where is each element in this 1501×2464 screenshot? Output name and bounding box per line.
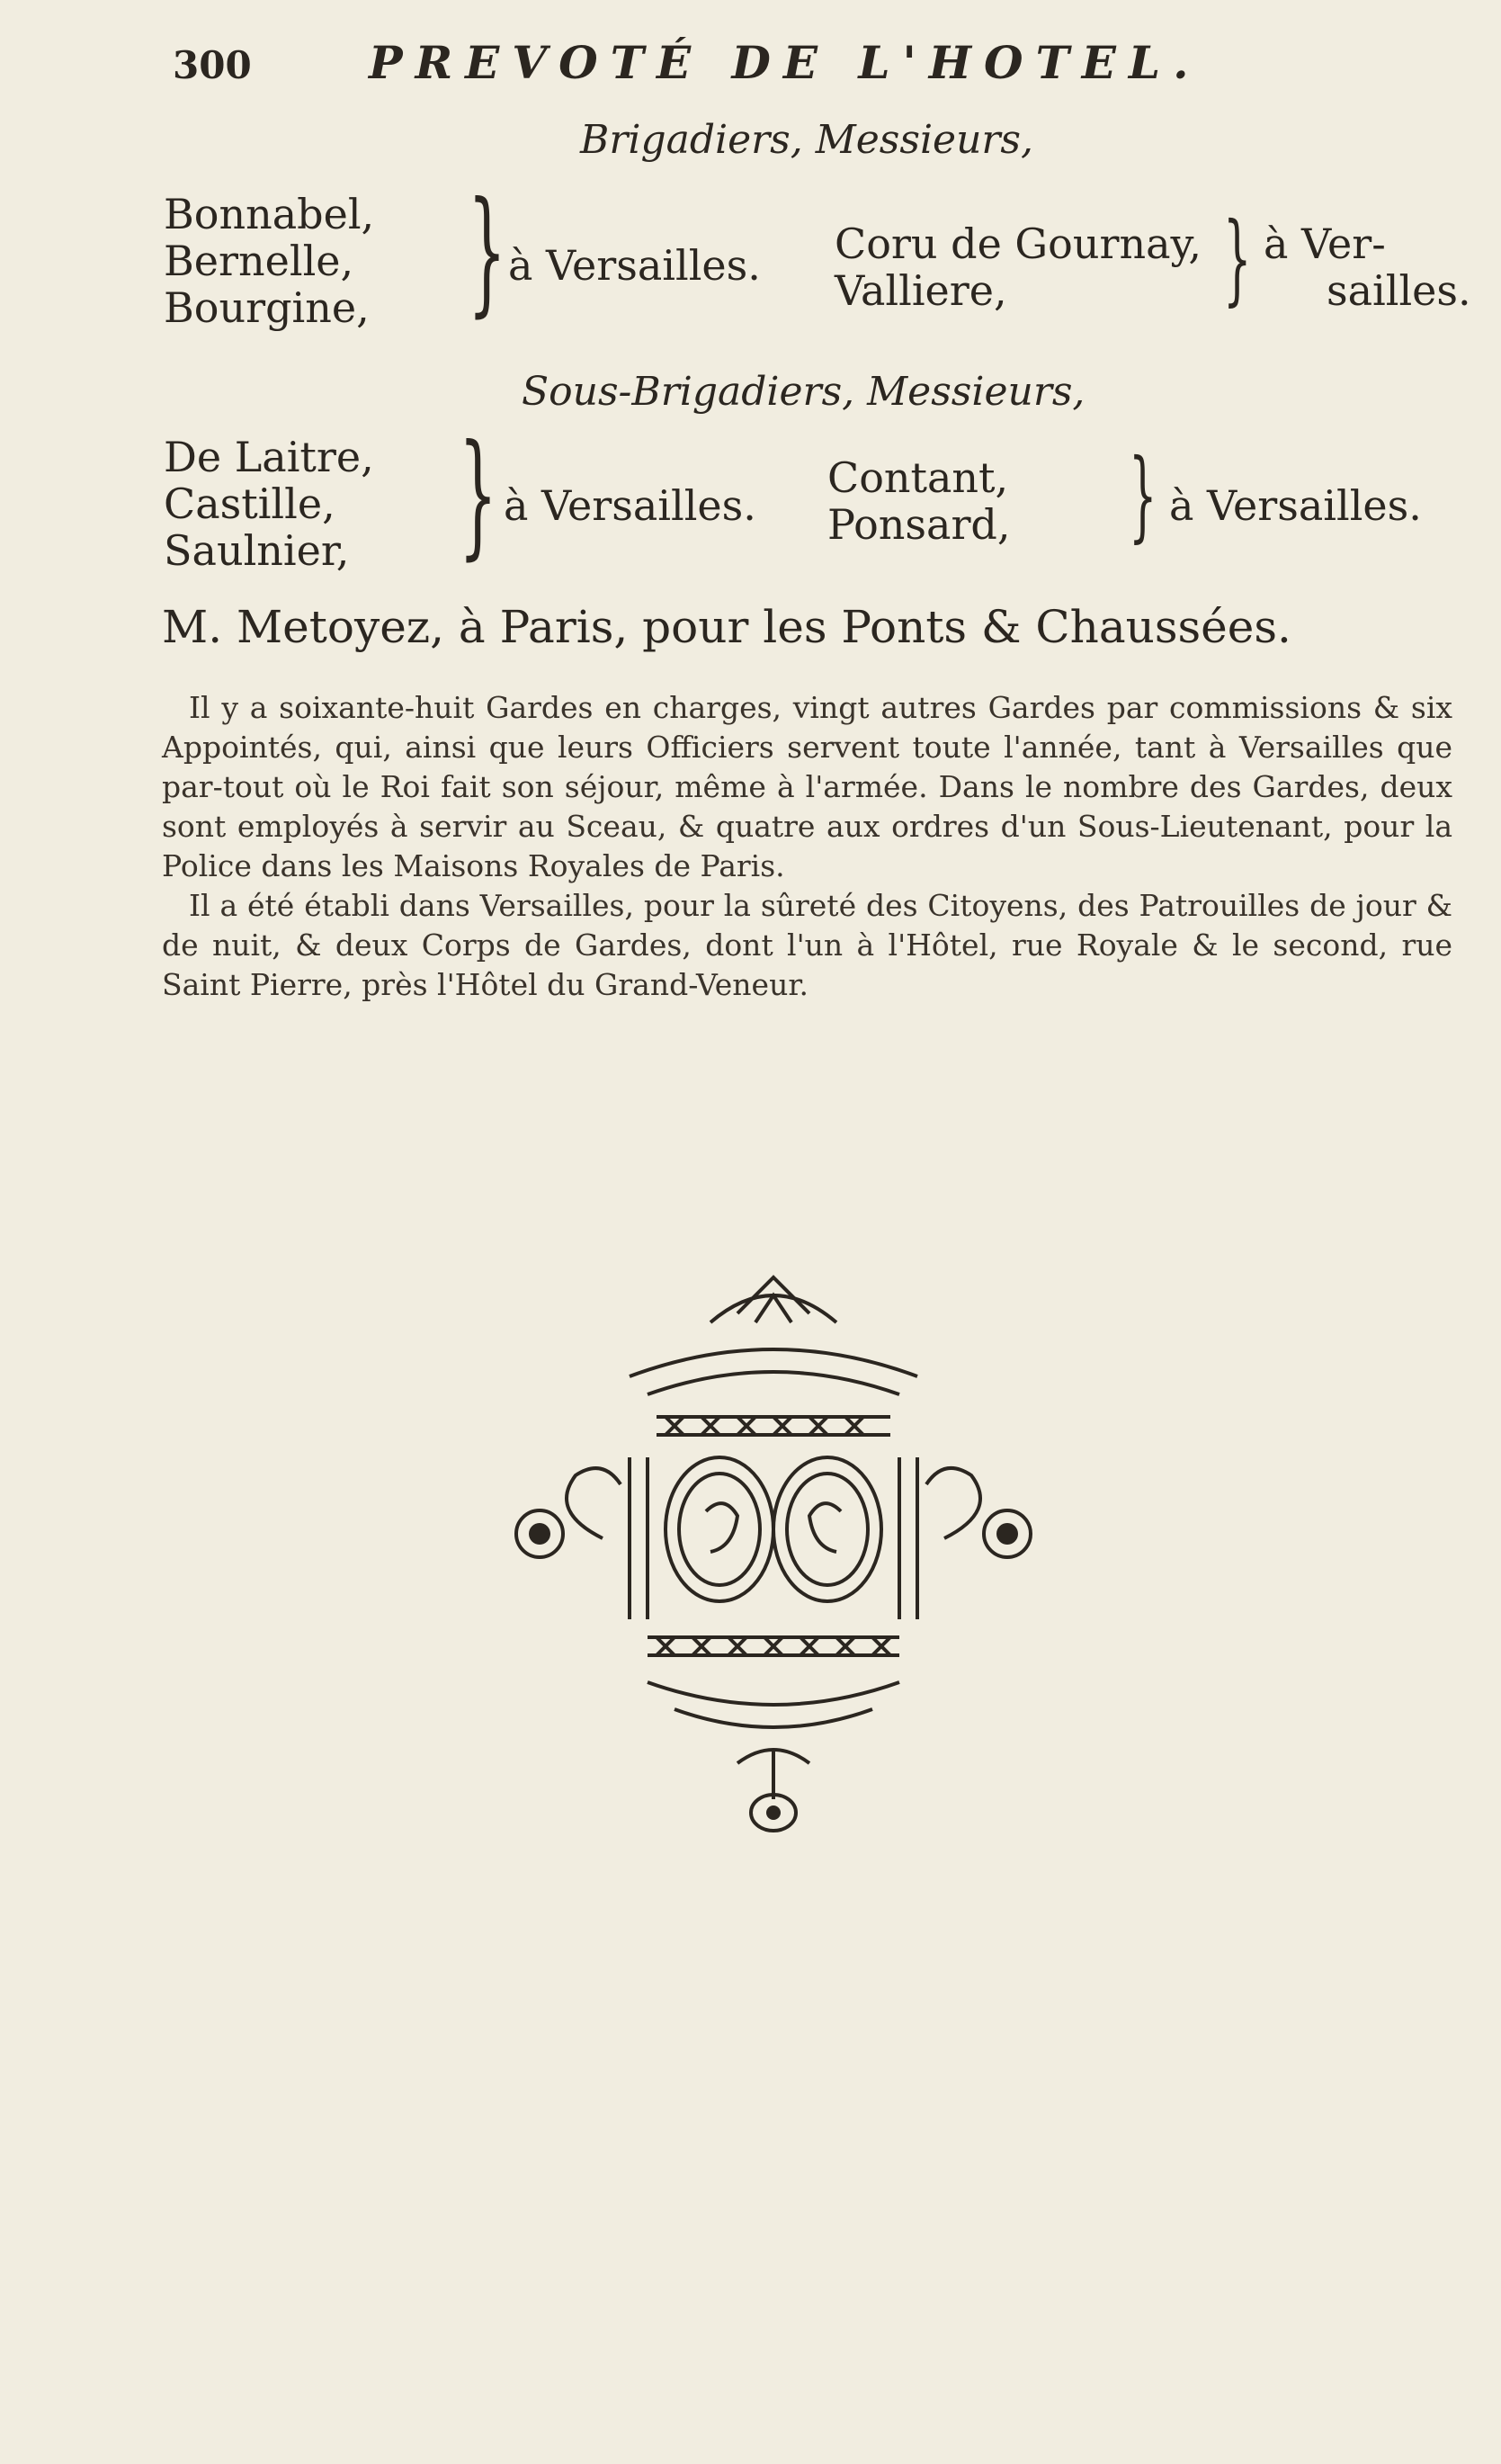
- right-medallion: [773, 1457, 881, 1601]
- name-line: De Laitre,: [164, 433, 374, 481]
- sous-brigadiers-right-names: [827, 454, 1011, 548]
- name-line: Contant,: [827, 453, 1009, 502]
- name-line: Bernelle,: [164, 237, 354, 285]
- sous-brigadiers-left-place: à Versailles.: [504, 481, 756, 530]
- left-scroll: [567, 1468, 621, 1538]
- crest-arc: [710, 1295, 836, 1322]
- page-number: 300: [173, 43, 252, 87]
- name-line: Valliere,: [835, 266, 1007, 315]
- brigadiers-right-names: [835, 220, 1202, 314]
- brace-icon: }: [468, 174, 506, 330]
- ornament-vignette: [468, 1259, 1079, 1835]
- name-line: Castille,: [164, 479, 335, 528]
- sous-brigadiers-right-place: à Versailles.: [1169, 481, 1422, 530]
- brace-icon: }: [459, 417, 497, 573]
- right-scroll: [926, 1468, 980, 1538]
- paragraph: Il a été établi dans Versailles, pour la sûreté des Citoyens, des Patrouilles de jour & de nuit, & deux Corps de Gardes, dont l'un à l'Hôtel, rue Royale & le second, rue Saint Pierre, près l'Hôtel du Grand-Veneur.: [162, 888, 1452, 1002]
- brace-icon: }: [1129, 437, 1157, 552]
- brace-icon: }: [1223, 201, 1252, 316]
- brigadiers-left-place: à Versailles.: [508, 241, 761, 290]
- name-line: Saulnier,: [164, 526, 350, 575]
- brigadiers-left-names: [164, 191, 374, 331]
- left-medallion: [666, 1457, 773, 1601]
- name-line: Coru de Gournay,: [835, 220, 1202, 268]
- paragraph: Il y a soixante-huit Gardes en charges, vingt autres Gardes par commissions & six Appointés, qui, ainsi que leurs Officiers servent toute l'année, tant à Versailles que par-tout où le Roi fait son séjour, même à l'armée. Dans le nombre des Gardes, deux sont employés à servir au Sceau, & quatre aux ordres d'un Sous-Lieutenant, pour la Police dans les Maisons Royales de Paris.: [162, 690, 1452, 883]
- running-title: PREVOTÉ DE L'HOTEL.: [369, 36, 1202, 89]
- sous-brigadiers-left-names: [164, 434, 374, 574]
- brigadiers-title: Brigadiers, Messieurs,: [580, 117, 1034, 163]
- name-line: Bourgine,: [164, 283, 370, 332]
- name-line: Bonnabel,: [164, 190, 375, 238]
- brigadiers-right-place: à Ver- sailles.: [1264, 220, 1471, 315]
- metoyez-line: M. Metoyez, à Paris, pour les Ponts & Chaussées.: [162, 601, 1291, 653]
- name-line: Ponsard,: [827, 500, 1011, 549]
- sous-brigadiers-title: Sous-Brigadiers, Messieurs,: [522, 369, 1086, 415]
